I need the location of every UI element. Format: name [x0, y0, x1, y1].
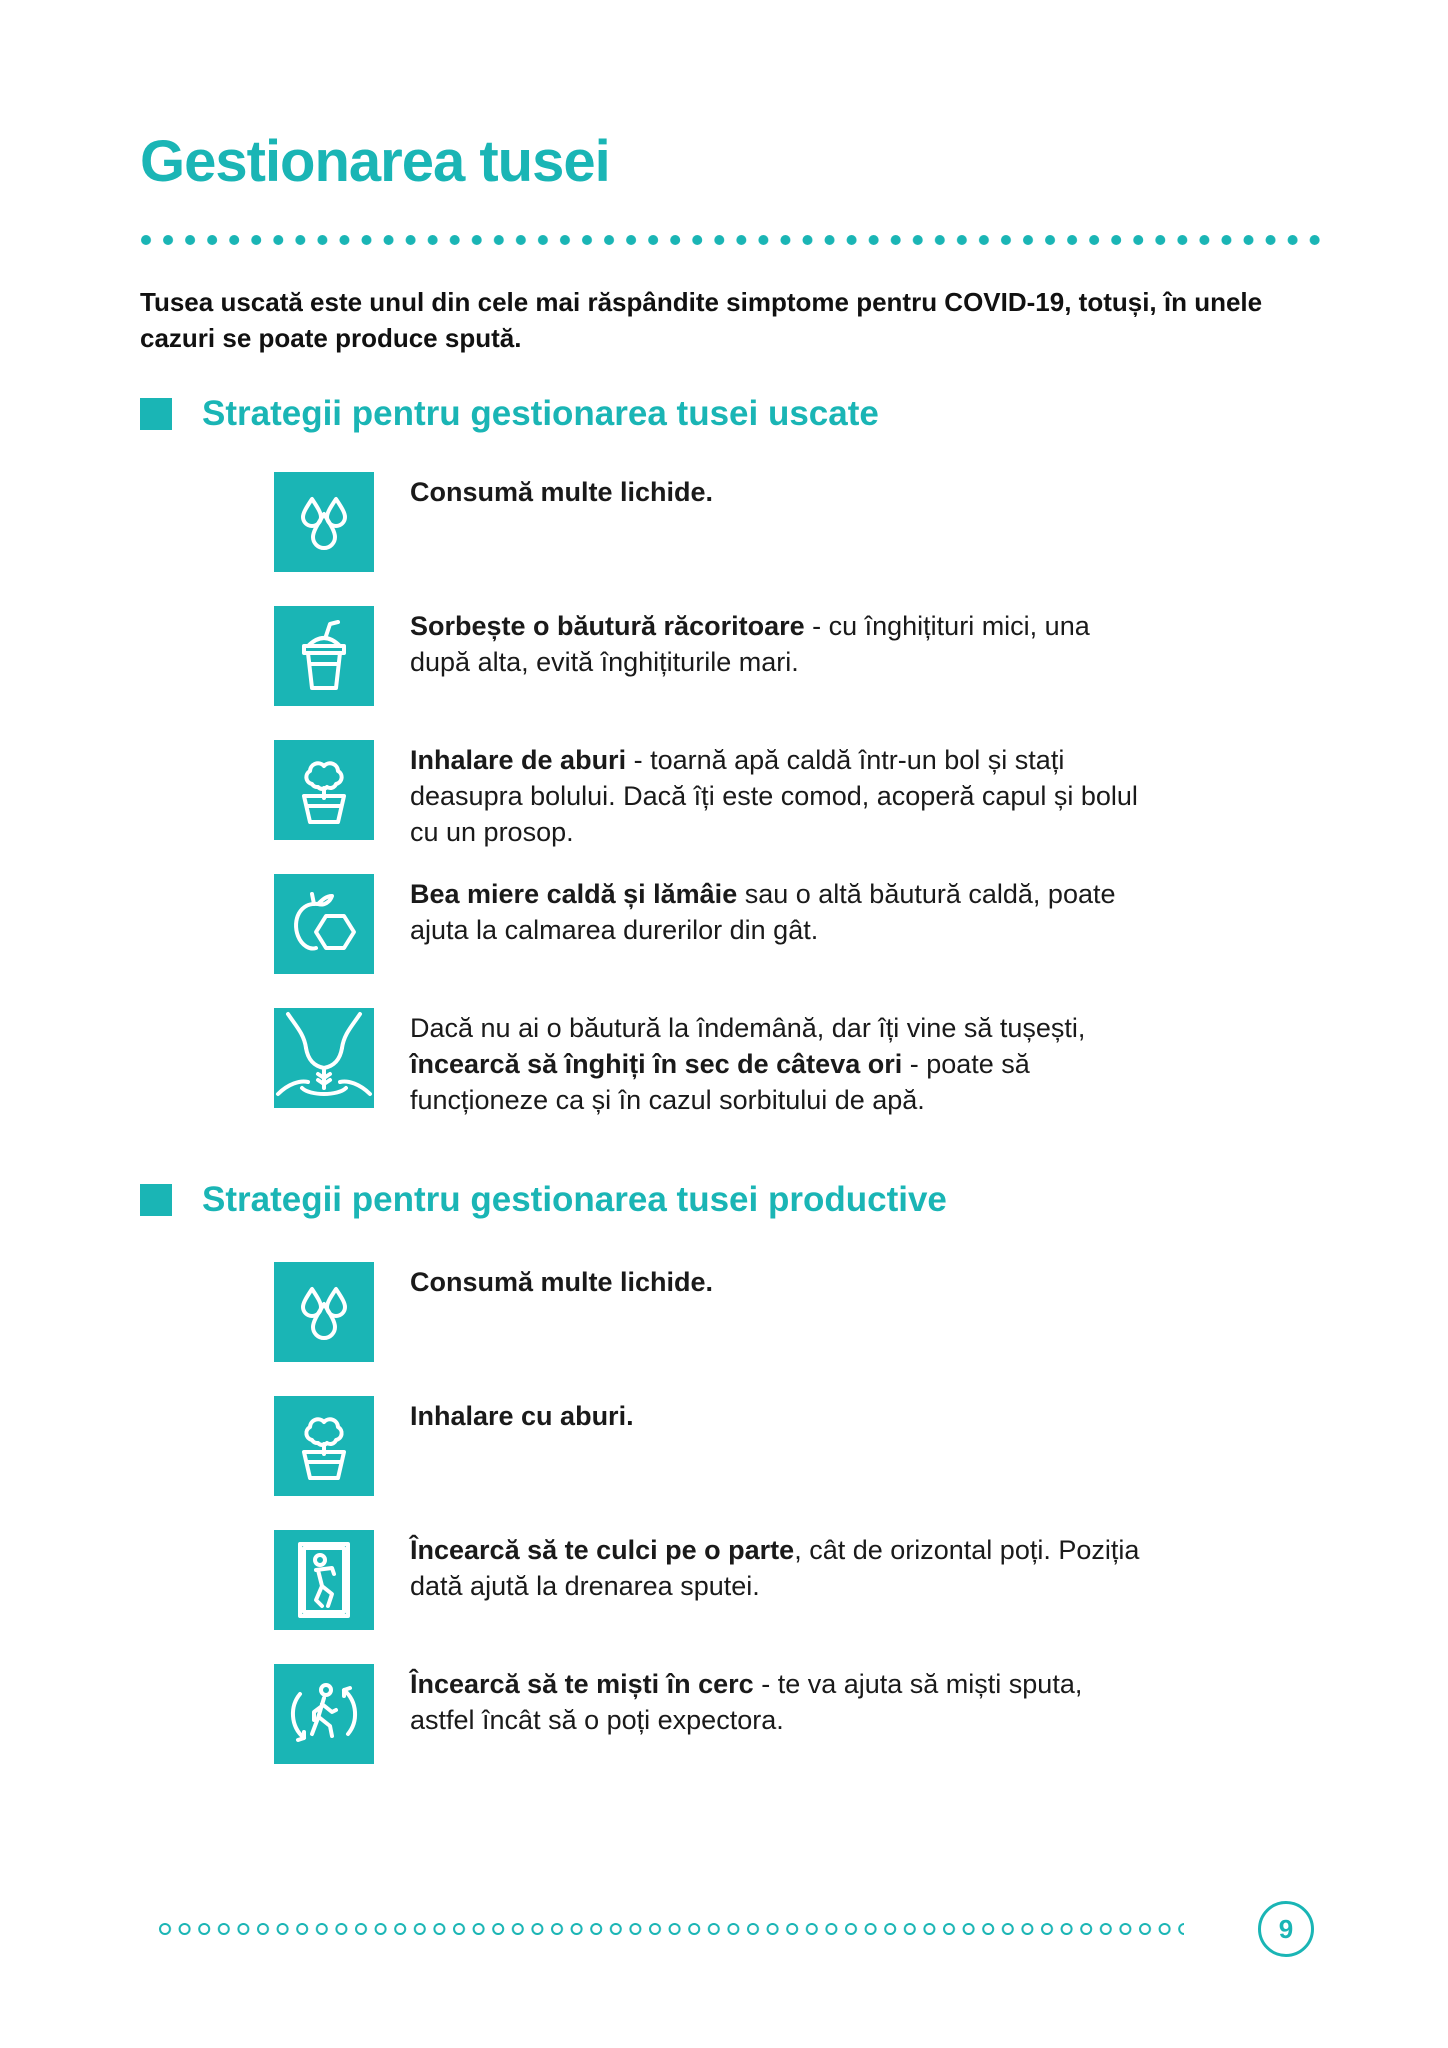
strategy-item	[274, 740, 1174, 847]
footer-dotted-divider	[158, 1922, 1184, 1936]
section-marker	[140, 1184, 172, 1216]
section-marker	[140, 398, 172, 430]
intro-paragraph: Tusea uscată este unul din cele mai răspândite simptome pentru COVID-19, totuși, în unele cazuri se poate produce spută.	[140, 287, 1263, 353]
strategy-item	[274, 1530, 1174, 1632]
strategy-item	[274, 606, 1174, 708]
water-drops-icon	[274, 1262, 374, 1362]
strategy-text: Consumă multe lichide.	[410, 1267, 714, 1297]
steam-bowl-icon	[274, 1396, 374, 1496]
water-drops-icon	[274, 472, 374, 572]
strategy-item	[274, 1262, 1174, 1364]
section-heading-dry-cough	[140, 394, 879, 434]
strategy-text: Consumă multe lichide.	[410, 477, 714, 507]
section-heading-productive-cough	[140, 1180, 947, 1220]
strategy-text: Bea miere caldă și lămâie sau o altă băutură caldă, poate ajuta la calmarea durerilor din gât.	[410, 879, 1116, 945]
strategy-text: Încearcă să te culci pe o parte, cât de orizontal poți. Poziția dată ajută la drenarea sputei.	[410, 1535, 1140, 1601]
strategy-text: Dacă nu ai o băutură la îndemână, dar îți vine să tușești, încearcă să înghiți în sec de câteva ori - poate să funcționeze ca și în cazul sorbitului de apă.	[410, 1013, 1086, 1115]
strategy-text: Inhalare de aburi - toarnă apă caldă într-un bol și stați deasupra bolului. Dacă îți este comod, acoperă capul și bolul cu un prosop.	[410, 745, 1138, 847]
page-title: Gestionarea tusei	[140, 129, 610, 194]
strategy-text: Inhalare cu aburi.	[410, 1401, 634, 1431]
page-number-badge: 9	[1258, 1901, 1314, 1957]
lemon-honey-icon	[274, 874, 374, 974]
cold-drink-cup-icon	[274, 606, 374, 706]
strategy-item	[274, 472, 1174, 574]
lying-on-side-icon	[274, 1530, 374, 1630]
steam-bowl-icon	[274, 740, 374, 840]
section-title: Strategii pentru gestionarea tusei uscate	[202, 394, 879, 433]
strategy-item	[274, 1396, 1174, 1498]
strategy-text: Încearcă să te miști în cerc - te va ajuta să miști sputa, astfel încât să o poți expectora.	[410, 1669, 1083, 1735]
strategy-item	[274, 1664, 1174, 1766]
walking-circle-icon	[274, 1664, 374, 1764]
strategy-item	[274, 874, 1174, 976]
strategy-text: Sorbește o băutură răcoritoare - cu înghițituri mici, una după alta, evită înghițiturile mari.	[410, 611, 1090, 677]
dotted-divider	[140, 234, 1320, 246]
throat-swallow-icon	[274, 1008, 374, 1108]
section-title: Strategii pentru gestionarea tusei productive	[202, 1180, 947, 1219]
strategy-item	[274, 1008, 1174, 1115]
